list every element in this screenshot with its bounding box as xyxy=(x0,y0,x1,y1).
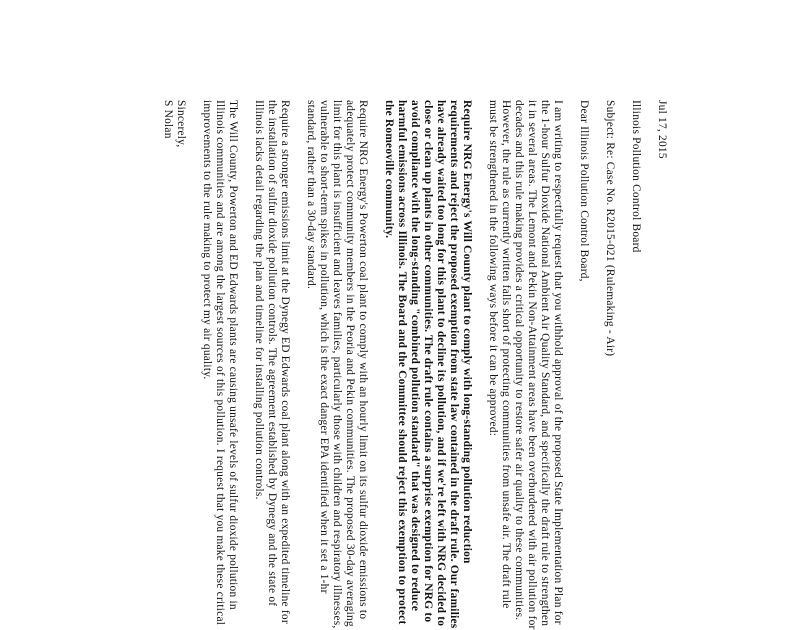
letter-recipient: Illinois Pollution Control Board xyxy=(630,100,642,253)
letter-date: Jul 17, 2015 xyxy=(656,100,668,159)
letter-paragraph-2: Require NRG Energy's Will County plant to comply with long-standing pollution reduction requirements and reject the proposed exemption from state law contained in the draft rule. Our families have already waited too long for this plant to decline its pollution, and if we're left with NRG decided to close or clean up plants in other communities. The draft rule contains a surprise exemption for NRG to avoid compliance with the long-standing "combined pollution standard" that was designed to reduce harmful emissions across Illinois. The Board and the Committee should reject this exemption to protect the Romeoville community. xyxy=(383,100,473,629)
letter-signature: S Nolan xyxy=(162,100,174,139)
letter-subject: Subject: Re: Case No. R2015-021 (Rulemaking - Air) xyxy=(604,100,616,357)
letter-body xyxy=(148,100,668,630)
letter-paragraph-1: I am writing to respectfully request that you withhold approval of the proposed State Implementation Plan for the 1-hour Sulfur Dioxide National Ambient Air Quality Standard, and specifically the draft rule to strengthen it in several areas. The Lemont and Pekin Non-Attainment areas have been overburdened with air pollution for decades and this rule making provides a critical opportunity to restore safer air quality to these communities. However, the rule as currently written falls short of protecting communities from unsafe air. The draft rule must be strengthened in the following ways before it can be approved: xyxy=(487,100,564,630)
letter-paragraph-5: The Will County, Powerton and ED Edwards plants are causing unsafe levels of sulfur dioxide pollution in Illinois communities and are among the largest sources of this pollution. I request that you make these critical improvements to the rule making to protect my air quality. xyxy=(201,100,239,626)
letter-salutation: Dear Illinois Pollution Control Board, xyxy=(578,100,590,282)
letter-closing: Sincerely, xyxy=(175,100,187,148)
letter-paragraph-3: Require NRG Energy's Powerton coal plant to comply with an hourly limit on its sulfur dioxide emissions to adequately protect community members in the Peoria and Pekin communities. The proposed 30-day averaging limit for this plant is insufficient and leaves families, particularly those with children and respiratory illnesses, vulnerable to short-term spikes in pollution, which is the exact danger EPA identified when it set a 1-hr standard, rather than a 30-day standard. xyxy=(305,100,369,629)
letter-paragraph-4: Require a stronger emissions limit at the Dynegy ED Edwards coal plant along with an expedited timeline for the installation of sulfur dioxide pollution controls. The agreement established by Dynegy and the state of Illinois lacks detail regarding the plan and timeline for installing pollution controls. xyxy=(253,100,291,624)
